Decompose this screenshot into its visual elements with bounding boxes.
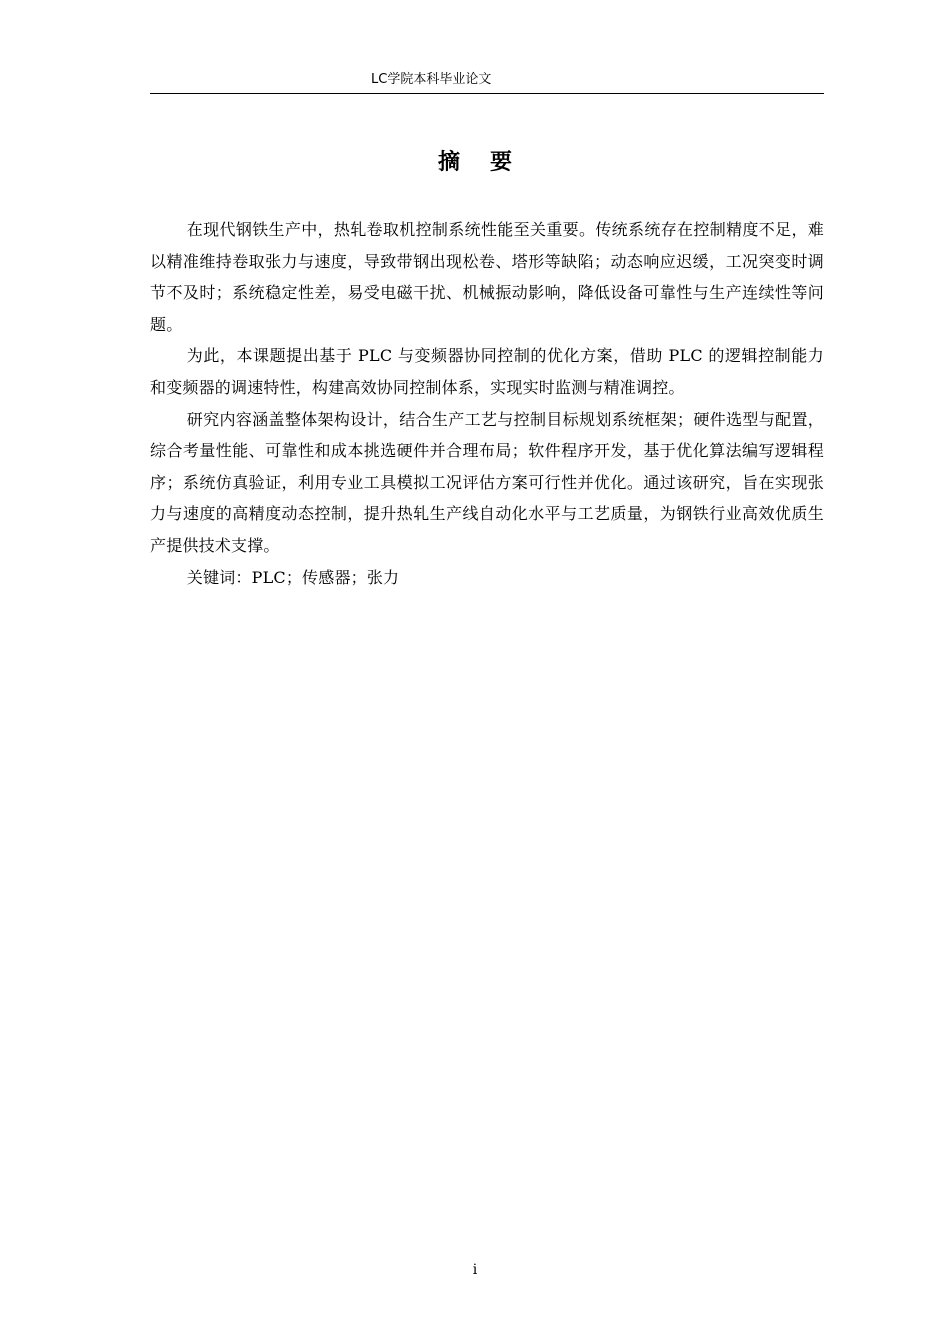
abstract-paragraph-3: 研究内容涵盖整体架构设计，结合生产工艺与控制目标规划系统框架；硬件选型与配置，综合考量性能、可靠性和成本挑选硬件并合理布局；软件程序开发，基于优化算法编写逻辑程序；系统仿真验证，利用专业工具模拟工况评估方案可行性并优化。通过该研究，旨在实现张力与速度的高精度动态控制，提升热轧生产线自动化水平与工艺质量，为钢铁行业高效优质生产提供技术支撑。 xyxy=(150,409,824,555)
page-number: i xyxy=(472,1262,478,1278)
abstract-body xyxy=(150,214,824,593)
keywords-value: PLC；传感器；张力 xyxy=(251,567,400,587)
abstract-paragraph-2: 为此，本课题提出基于 PLC 与变频器协同控制的优化方案，借助 PLC 的逻辑控制能力和变频器的调速特性，构建高效协同控制体系，实现实时监测与精准调控。 xyxy=(150,346,824,397)
keywords-line xyxy=(150,562,824,594)
running-header-title: LC学院本科毕业论文 xyxy=(371,72,492,87)
abstract-title: 摘要 xyxy=(437,150,542,175)
running-header xyxy=(150,66,824,94)
keywords-label: 关键词： xyxy=(186,567,252,587)
abstract-paragraph-1: 在现代钢铁生产中，热轧卷取机控制系统性能至关重要。传统系统存在控制精度不足，难以精准维持卷取张力与速度，导致带钢出现松卷、塔形等缺陷；动态响应迟缓，工况突变时调节不及时；系统稳定性差，易受电磁干扰、机械振动影响，降低设备可靠性与生产连续性等问题。 xyxy=(150,220,824,334)
